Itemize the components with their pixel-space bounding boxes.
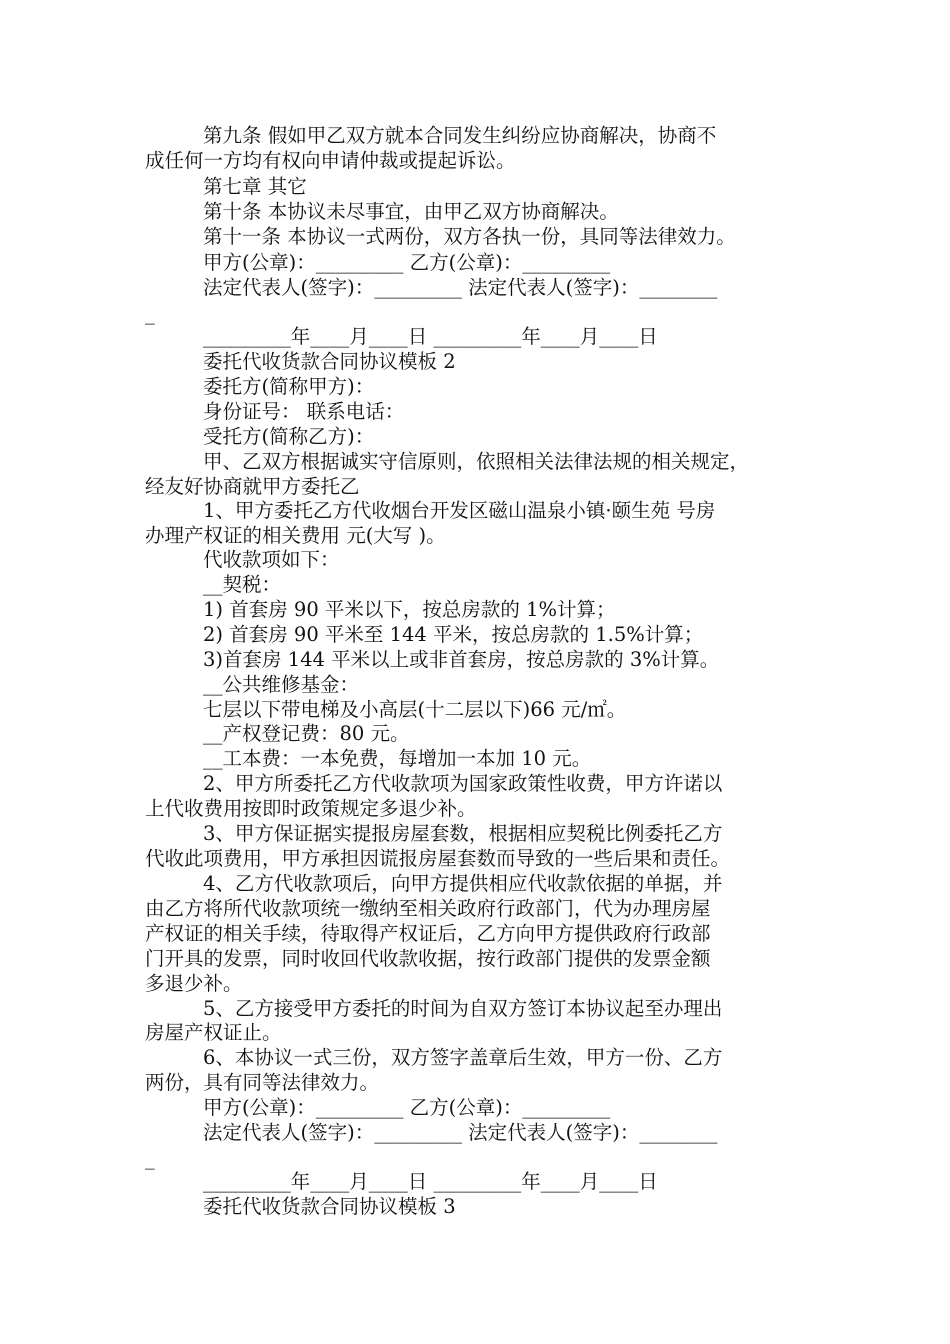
document-line: 3)首套房 144 平米以上或非首套房，按总房款的 3%计算。 [203, 648, 720, 671]
document-line: 法定代表人(签字)：_________ 法定代表人(签字)：________ [203, 276, 718, 299]
document-line: 上代收费用按即时政策规定多退少补。 [145, 797, 477, 820]
document-line: 七层以下带电梯及小高层(十二层以下)66 元/㎡。 [203, 698, 627, 721]
document-line: 3、甲方保证据实提报房屋套数，根据相应契税比例委托乙方 [203, 822, 723, 845]
clause-10-line: 第十条 本协议未尽事宜，由甲乙双方协商解决。 [203, 200, 619, 223]
document-line: 4、乙方代收款项后，向甲方提供相应代收款依据的单据，并 [203, 872, 723, 895]
document-line: 甲、乙双方根据诚实守信原则，依照相关法律法规的相关规定， [203, 450, 750, 473]
document-line: __契税： [203, 573, 282, 596]
clause-9-line: 第九条 假如甲乙双方就本合同发生纠纷应协商解决，协商不 [203, 124, 717, 147]
document-line: 1) 首套房 90 平米以下，按总房款的 1%计算； [203, 598, 616, 621]
document-line: __公共维修基金： [203, 673, 360, 696]
document-line: _ [145, 1147, 155, 1170]
document-line: _________年____月____日 _________年____月____日 [203, 1170, 658, 1193]
document-line: 受托方(简称乙方)： [203, 425, 375, 448]
document-line: 代收此项费用，甲方承担因谎报房屋套数而导致的一些后果和责任。 [145, 847, 731, 870]
document-line: 委托方(简称甲方)： [203, 375, 375, 398]
document-line: 由乙方将所代收款项统一缴纳至相关政府行政部门，代为办理房屋 [145, 897, 711, 920]
document-line: 甲方(公章)：_________ 乙方(公章)：_________ [203, 251, 611, 274]
document-line: 甲方(公章)：_________ 乙方(公章)：_________ [203, 1096, 611, 1119]
document-line: 法定代表人(签字)：_________ 法定代表人(签字)：________ [203, 1121, 718, 1144]
document-line: 成任何一方均有权向申请仲裁或提起诉讼。 [145, 149, 516, 172]
document-line: 办理产权证的相关费用 元(大写 )。 [145, 524, 446, 547]
template-2-heading: 委托代收货款合同协议模板 2 [203, 350, 456, 373]
document-line: 1、甲方委托乙方代收烟台开发区磁山温泉小镇·颐生苑 号房 [203, 499, 716, 522]
document-line: 2、甲方所委托乙方代收款项为国家政策性收费，甲方许诺以 [203, 772, 723, 795]
document-line: 门开具的发票，同时收回代收款收据，按行政部门提供的发票金额 [145, 947, 711, 970]
chapter-7-heading: 第七章 其它 [203, 175, 307, 198]
document-line: 5、乙方接受甲方委托的时间为自双方签订本协议起至办理出 [203, 997, 723, 1020]
template-3-heading: 委托代收货款合同协议模板 3 [203, 1195, 456, 1218]
document-line: __产权登记费：80 元。 [203, 722, 410, 745]
document-line: 经友好协商就甲方委托乙 [145, 475, 360, 498]
document-line: 多退少补。 [145, 972, 243, 995]
document-line: __工本费：一本免费，每增加一本加 10 元。 [203, 747, 592, 770]
document-line: 两份，具有同等法律效力。 [145, 1071, 380, 1094]
document-line: 6、本协议一式三份，双方签字盖章后生效，甲方一份、乙方 [203, 1046, 723, 1069]
document-line: 产权证的相关手续，待取得产权证后，乙方向甲方提供政府行政部 [145, 922, 711, 945]
document-line: 2) 首套房 90 平米至 144 平米，按总房款的 1.5%计算； [203, 623, 704, 646]
document-line: _ [145, 302, 155, 325]
document-line: 身份证号： 联系电话： [203, 400, 405, 423]
document-line: 房屋产权证止。 [145, 1021, 282, 1044]
document-line: 代收款项如下： [203, 548, 340, 571]
clause-11-line: 第十一条 本协议一式两份，双方各执一份，具同等法律效力。 [203, 225, 736, 248]
document-line: _________年____月____日 _________年____月____日 [203, 325, 658, 348]
